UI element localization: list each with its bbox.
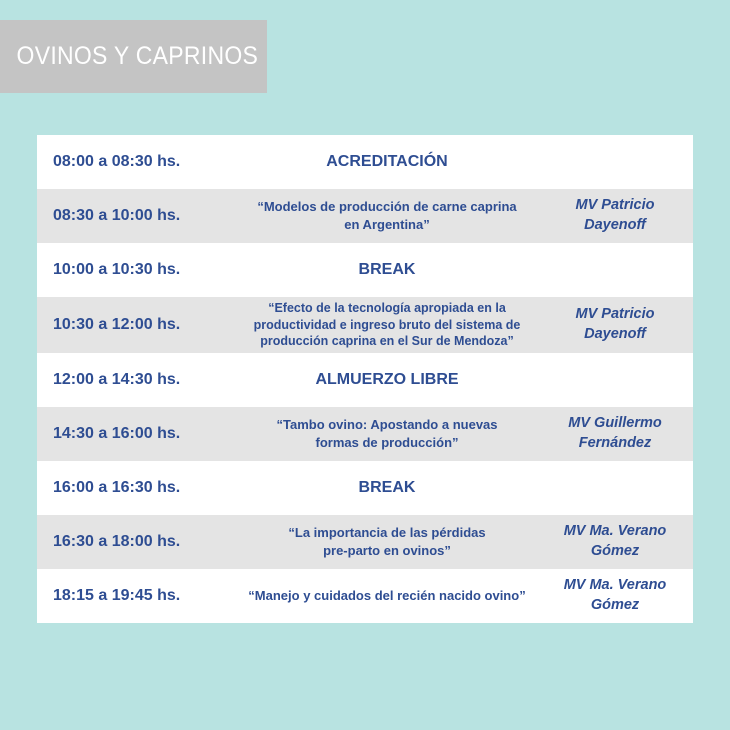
- row-time: 14:30 a 16:00 hs.: [53, 425, 181, 442]
- topic-line: BREAK: [358, 479, 416, 497]
- row-speaker: [537, 414, 693, 453]
- schedule-row-9: [37, 569, 693, 623]
- row-speaker: [537, 576, 693, 615]
- topic-line: “Efecto de la tecnología apropiada en la: [268, 300, 506, 315]
- row-topic: [237, 198, 537, 233]
- row-topic: [237, 416, 537, 451]
- schedule-row-8: [37, 515, 693, 569]
- row-topic: [237, 151, 537, 173]
- row-time: 10:30 a 12:00 hs.: [53, 316, 181, 333]
- schedule-row-3: [37, 243, 693, 297]
- speaker-line: Gómez: [590, 597, 640, 613]
- topic-line: “Manejo y cuidados del recién nacido ovino”: [248, 588, 526, 604]
- title-banner: [0, 20, 267, 93]
- schedule-row-7: [37, 461, 693, 515]
- topic-line: “Modelos de producción de carne caprina: [257, 199, 517, 215]
- row-topic: [237, 524, 537, 559]
- topic-line: en Argentina”: [344, 217, 430, 232]
- row-topic: [237, 477, 537, 499]
- speaker-line: MV Ma. Verano: [563, 577, 667, 594]
- speaker-line: Fernández: [578, 435, 652, 451]
- row-time: 18:15 a 19:45 hs.: [53, 587, 181, 604]
- speaker-line: Dayenoff: [584, 217, 646, 233]
- row-time: 10:00 a 10:30 hs.: [53, 261, 181, 278]
- schedule-table: [37, 135, 693, 623]
- row-time: 16:00 a 16:30 hs.: [53, 479, 181, 496]
- row-speaker: [537, 305, 693, 344]
- speaker-line: Gómez: [590, 543, 640, 559]
- topic-line: productividad e ingreso bruto del sistema de: [253, 317, 521, 332]
- speaker-line: MV Ma. Verano: [563, 523, 667, 540]
- row-time: 08:00 a 08:30 hs.: [53, 153, 181, 170]
- schedule-row-6: [37, 407, 693, 461]
- row-topic: [237, 587, 537, 605]
- row-time: 16:30 a 18:00 hs.: [53, 533, 181, 550]
- speaker-line: Dayenoff: [584, 326, 646, 342]
- page-title: OVINOS Y CAPRINOS: [16, 42, 259, 70]
- speaker-line: MV Guillermo: [568, 415, 662, 432]
- topic-line: “Tambo ovino: Apostando a nuevas: [276, 417, 498, 433]
- topic-line: BREAK: [358, 261, 416, 279]
- topic-line: formas de producción”: [315, 435, 459, 450]
- schedule-row-4: [37, 297, 693, 353]
- schedule-row-5: [37, 353, 693, 407]
- topic-line: ALMUERZO LIBRE: [315, 371, 459, 389]
- schedule-row-2: [37, 189, 693, 243]
- row-topic: [237, 259, 537, 281]
- speaker-line: MV Patricio: [575, 197, 655, 214]
- topic-line: pre-parto en ovinos”: [323, 543, 451, 558]
- topic-line: ACREDITACIÓN: [326, 153, 448, 171]
- row-topic: [237, 300, 537, 351]
- speaker-line: MV Patricio: [575, 306, 655, 323]
- row-speaker: [537, 522, 693, 561]
- row-time: 08:30 a 10:00 hs.: [53, 207, 181, 224]
- topic-line: producción caprina en el Sur de Mendoza”: [260, 334, 514, 349]
- row-speaker: [537, 196, 693, 235]
- row-time: 12:00 a 14:30 hs.: [53, 371, 181, 388]
- topic-line: “La importancia de las pérdidas: [288, 525, 486, 541]
- row-topic: [237, 369, 537, 391]
- schedule-row-1: [37, 135, 693, 189]
